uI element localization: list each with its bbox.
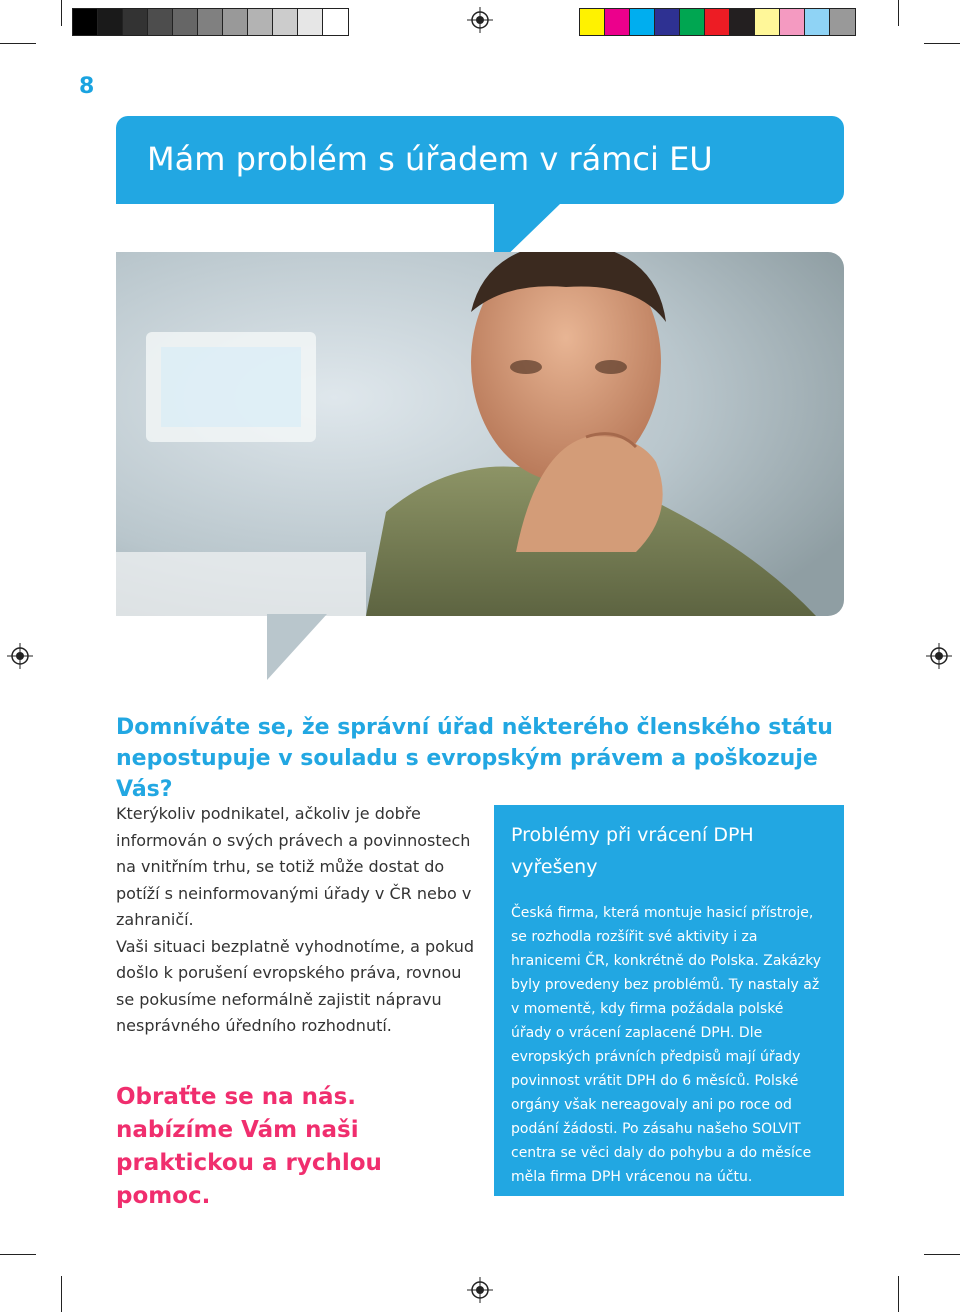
body-paragraph-2: Vaši situaci bezplatně vyhodnotíme, a pokud došlo k porušení evropského práva, rovnou se pokusíme neformálně zajistit nápravu nesprávného úředního rozhodnutí. [116,936,475,1035]
headline: Domníváte se, že správní úřad některého členského státu nepostupuje v souladu s evropským právem a poškozuje Vás? [116,715,833,802]
title-bubble [116,116,844,204]
case-study-title: Problémy při vrácení DPH vyřešeny [511,824,754,878]
call-to-action: Obraťte se na nás. nabízíme Vám naši praktickou a rychlou pomoc. [116,1084,382,1209]
process-color-bar [579,8,856,36]
case-study-text: Česká firma, která montuje hasicí přístroje, se rozhodla rozšířit své aktivity i za hranicemi ČR, konkrétně do Polska. Zakázky byly provedeny bez problémů. Ty nastaly až v momentě, kdy firma požádala polské úřady o vrácení zaplacené DPH. Dle evropských právních předpisů mají úřady povinnost vrátit DPH do 6 měsíců. Polské orgány však nereagovaly ani po roce od podání žádosti. Po zásahu našeho SOLVIT centra se věci daly do pohybu a do měsíce měla firma DPH vrácenou na účtu. [511,905,822,1185]
body-text [116,801,476,1040]
color-swatch [730,9,755,35]
body-paragraph-1: Kterýkoliv podnikatel, ačkoliv je dobře informován o svých právech a povinnostech na vnitřním trhu, se totiž může dostat do potíží s neinformovanými úřady v ČR nebo v zahraničí. [116,804,472,929]
color-swatch [605,9,630,35]
case-study-box [494,805,844,1196]
photo-bubble-tail [267,614,327,680]
color-swatch [73,9,98,35]
gray-color-bar [72,8,349,36]
color-swatch [248,9,273,35]
crop-mark [924,1254,960,1255]
color-swatch [123,9,148,35]
color-swatch [655,9,680,35]
color-swatch [223,9,248,35]
color-swatch [830,9,855,35]
color-swatch [198,9,223,35]
color-swatch [680,9,705,35]
registration-mark-icon [467,1277,493,1303]
crop-mark [898,1276,899,1312]
page-title: Mám problém s úřadem v rámci EU [147,140,713,178]
page-number: 8 [79,74,95,99]
crop-mark [61,0,62,26]
color-swatch [630,9,655,35]
color-swatch [755,9,780,35]
registration-mark-icon [467,7,493,33]
color-swatch [148,9,173,35]
color-swatch [780,9,805,35]
crop-mark [0,43,36,44]
registration-mark-icon [926,643,952,669]
color-swatch [98,9,123,35]
crop-mark [924,43,960,44]
color-swatch [298,9,323,35]
color-swatch [273,9,298,35]
crop-mark [61,1276,62,1312]
color-swatch [805,9,830,35]
color-swatch [580,9,605,35]
worried-man-photo [116,252,844,616]
color-swatch [323,9,348,35]
color-swatch [705,9,730,35]
registration-mark-icon [7,643,33,669]
color-swatch [173,9,198,35]
crop-mark [0,1254,36,1255]
crop-mark [898,0,899,26]
